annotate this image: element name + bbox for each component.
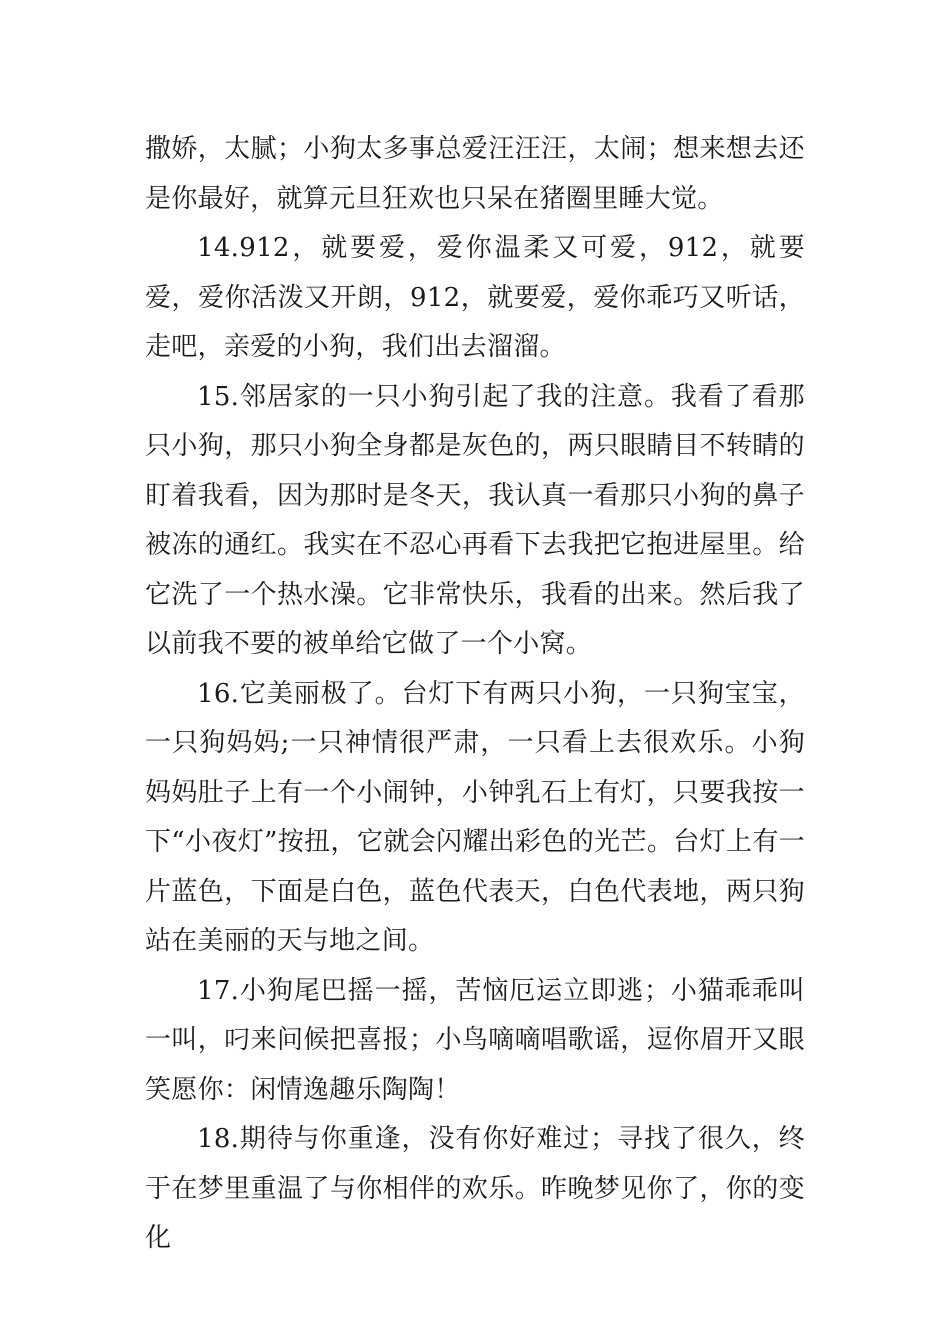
paragraph-14: 14.912，就要爱，爱你温柔又可爱，912，就要爱，爱你活泼又开朗，912，就要爱，爱你乖巧又听话，走吧，亲爱的小狗，我们出去溜溜。 <box>145 233 805 362</box>
document-body <box>145 125 805 1264</box>
paragraph-17: 17.小狗尾巴摇一摇，苦恼厄运立即逃；小猫乖乖叫一叫，叼来问候把喜报；小鸟嘀嘀唱歌谣，逗你眉开又眼笑愿你：闲情逸趣乐陶陶！ <box>145 975 805 1105</box>
paragraph-continuation: 撒娇，太腻；小狗太多事总爱汪汪汪，太闹；想来想去还是你最好，就算元旦狂欢也只呆在猪圈里睡大觉。 <box>145 134 805 214</box>
paragraph-18: 18.期待与你重逢，没有你好难过；寻找了很久，终于在梦里重温了与你相伴的欢乐。昨晚梦见你了，你的变化 <box>145 1124 805 1253</box>
paragraph-15: 15.邻居家的一只小狗引起了我的注意。我看了看那只小狗，那只小狗全身都是灰色的，两只眼睛目不转睛的盯着我看，因为那时是冬天，我认真一看那只小狗的鼻子被冻的通红。我实在不忍心再看下去我把它抱进屋里。给它洗了一个热水澡。它非常快乐，我看的出来。然后我了以前我不要的被单给它做了一个小窝。 <box>145 381 805 659</box>
paragraph-16: 16.它美丽极了。台灯下有两只小狗，一只狗宝宝，一只狗妈妈;一只神情很严肃，一只看上去很欢乐。小狗妈妈肚子上有一个小闹钟，小钟乳石上有灯，只要我按一下“小夜灯”按扭，它就会闪耀出彩色的光芒。台灯上有一片蓝色，下面是白色，蓝色代表天，白色代表地，两只狗站在美丽的天与地之间。 <box>145 678 805 956</box>
